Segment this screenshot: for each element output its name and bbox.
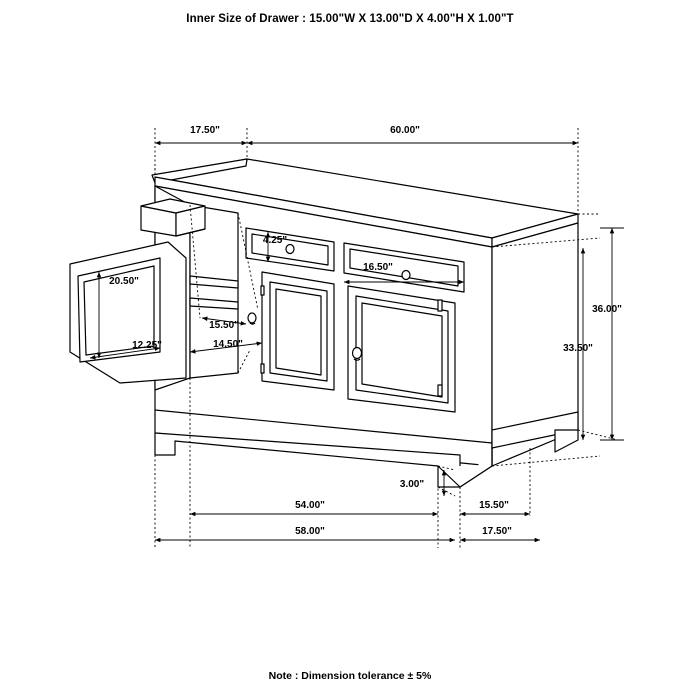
- door-front-right-panel: [362, 303, 442, 397]
- dim-base-right-depth: 15.50": [479, 500, 509, 511]
- page-title: Inner Size of Drawer : 15.00"W X 13.00"D X 4.00"H X 1.00"T: [186, 13, 514, 25]
- dim-door-inner-height: 20.50": [109, 276, 139, 287]
- dim-shelf-depth: 15.50": [209, 320, 239, 331]
- door-front-left-panel: [276, 289, 321, 375]
- hinge-top-right: [438, 300, 442, 311]
- dim-overall-front-width: 58.00": [295, 526, 325, 537]
- dim-drawer-width: 16.50": [363, 262, 393, 273]
- dim-overall-height: 36.00": [592, 304, 622, 315]
- dim-small-drawer-height: 4.25": [262, 235, 288, 246]
- dim-overall-depth: 17.50": [482, 526, 512, 537]
- dim-top-width: 60.00": [390, 125, 420, 136]
- hinge-top-left: [261, 286, 264, 295]
- hinge-bottom-left: [261, 364, 264, 373]
- door-pull-right: [353, 348, 362, 359]
- dim-cabinet-height: 33.50": [563, 343, 593, 354]
- drawer-pull-right: [402, 271, 410, 280]
- cabinet-body: [70, 159, 578, 487]
- dim-base-front-width: 54.00": [295, 500, 325, 511]
- tolerance-note: Note : Dimension tolerance ± 5%: [268, 670, 432, 682]
- dim-door-inner-width: 12.25": [132, 340, 162, 351]
- cabinet-leg-right-rear: [555, 430, 578, 452]
- door-pull-left: [248, 313, 256, 323]
- drawer-pull-left: [286, 245, 294, 254]
- dim-leg-height: 3.00": [399, 479, 425, 490]
- dim-top-left-depth: 17.50": [190, 125, 220, 136]
- hinge-bottom-right: [438, 385, 442, 396]
- dim-shelf-width: 14.50": [213, 339, 243, 350]
